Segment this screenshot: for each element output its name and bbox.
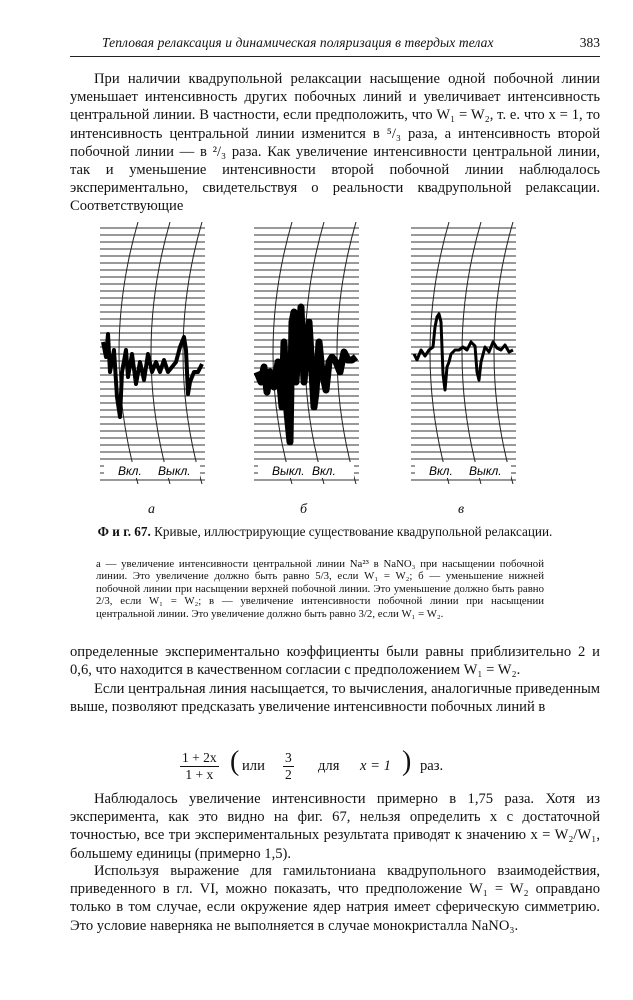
figure-67 — [100, 222, 540, 522]
fraction-2-denominator: 2 — [285, 767, 292, 782]
condition-x-equals-1: x = 1 — [360, 758, 391, 774]
paragraph-intro: При наличии квадрупольной релаксации насыщение одной побочной линии уменьшает интенсивность других побочных линий и увеличивает интенсивность центральной линии. В частности, если предположить, что W₁ = W₂, т. е. что x = 1, то интенсивность центральной линии изменится в ⁵/₃ раза, а интенсивность второй побочной линии — в ²/₃ раза. Как увеличение интенсивности центральной линии, так и уменьшение интенсивности второй побочной линии наблюдалось экспериментально, свидетельствуя о реальности квадрупольной релаксации. Соответствующие — [70, 71, 600, 215]
panel-c-recording — [411, 222, 516, 484]
paragraph-central-saturation: Если центральная линия насыщается, то вычисления, аналогичные приведенным выше, позволяют предсказать увеличение интенсивности побочных линий в — [70, 681, 600, 716]
panel-letter-b: б — [300, 502, 308, 517]
panel-letter-a: а — [148, 502, 155, 517]
word-ili: или — [242, 758, 265, 774]
fraction-1-numerator: 1 + 2x — [182, 750, 217, 765]
switch-label-right: Вкл. — [312, 464, 336, 478]
page-number: 383 — [579, 35, 600, 50]
panel-b-recording — [254, 222, 359, 484]
figure-caption — [90, 524, 560, 539]
word-dlya: для — [318, 758, 340, 774]
word-raz: раз. — [420, 758, 444, 774]
panel-a-recording — [100, 222, 205, 484]
running-title: Тепловая релаксация и динамическая поляризация в твердых телах — [102, 35, 494, 50]
signal-trace — [103, 334, 202, 417]
fraction-1-denominator: 1 + x — [185, 767, 214, 782]
switch-label-left: Вкл. — [429, 464, 453, 478]
caption-prefix: Ф и г. 67. — [97, 524, 151, 539]
figure-legend: а — увеличение интенсивности центральной линии Na²³ в NaNO₃ при насыщении побочной линии. Это увеличение должно быть равно 5/3, если W₁ = W₂; б — уменьшение нижней побочной линии при насыщении верхней побочной линии. Это уменьшение должно быть равно 2/3, если W₁ = W₂; в — увеличение интенсивности побочной линии при насыщении центральной линии. Это увеличение должно быть равно 3/2, если W₁ = W₂. — [96, 558, 544, 620]
paren-close: ) — [402, 746, 412, 777]
paragraph-hamiltonian: Используя выражение для гамильтониана квадрупольного взаимодействия, приведенного в гл. VI, можно показать, что предположение W₁ = W₂ оправдано только в том случае, если окружение ядер натрия имеет сферическую симметрию. Это условие наверняка не выполняется в случае монокристалла NaNO₃. — [70, 863, 600, 934]
switch-label-right: Выкл. — [158, 464, 191, 478]
signal-trace — [414, 314, 513, 390]
switch-label-left: Вкл. — [118, 464, 142, 478]
fraction-1 — [180, 750, 219, 783]
paragraph-observed: Наблюдалось увеличение интенсивности примерно в 1,75 раза. Хотя из эксперимента, как это видно на фиг. 67, нельзя определить x с достаточной точностью, все три экспериментальных результата приводят к значению x = W₂/W₁, большему единицы (примерно 1,5). — [70, 791, 600, 862]
paragraph-continued: определенные экспериментально коэффициенты были равны приблизительно 2 и 0,6, что находится в качественном согласии с предположением W₁ = W₂. — [70, 644, 600, 679]
switch-label-left: Выкл. — [272, 464, 305, 478]
fraction-2 — [283, 750, 294, 783]
signal-trace — [257, 307, 356, 442]
panel-letter-c: в — [458, 502, 465, 517]
running-header — [70, 34, 600, 57]
caption-text: Кривые, иллюстрирующие существование квадрупольной релаксации. — [154, 524, 553, 539]
fraction-2-numerator: 3 — [285, 750, 292, 765]
formula-ratio — [180, 748, 500, 784]
switch-label-right: Выкл. — [469, 464, 502, 478]
paren-open: ( — [230, 746, 240, 777]
